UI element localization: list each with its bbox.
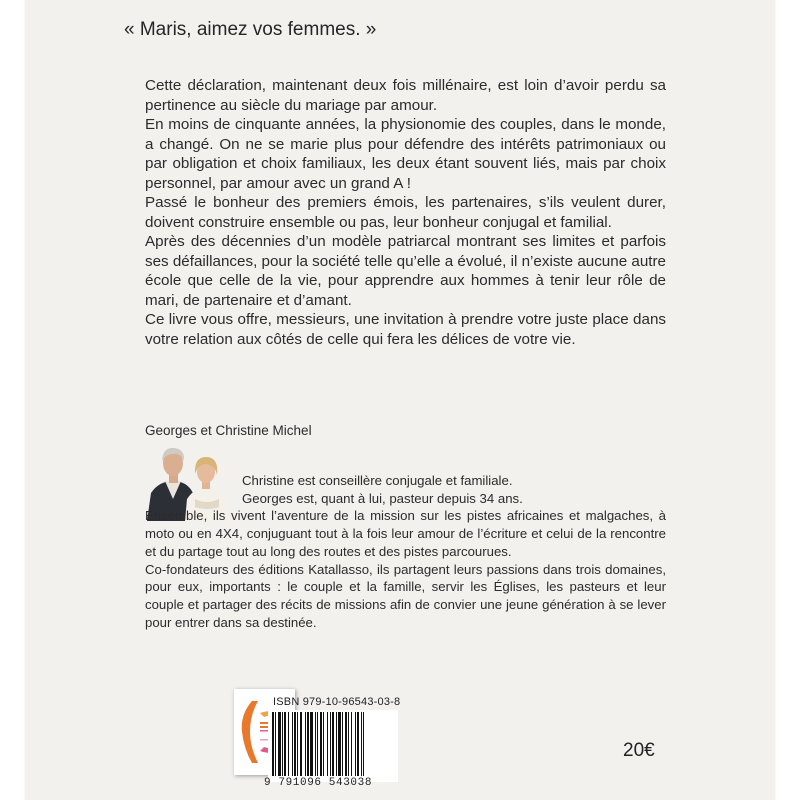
barcode-bar — [275, 712, 276, 776]
barcode-bar — [323, 712, 324, 776]
barcode-bar — [305, 712, 306, 776]
barcode-bar — [355, 712, 356, 776]
barcode-bar — [332, 712, 334, 776]
barcode-bar — [310, 712, 313, 776]
barcode-bar — [307, 712, 309, 776]
barcode-bar — [284, 712, 286, 776]
barcode-bar — [327, 712, 328, 776]
authors-bio — [145, 472, 666, 631]
barcode-bar — [320, 712, 322, 776]
barcode-bar — [342, 712, 343, 776]
barcode-bar — [282, 712, 283, 776]
bio-line: Christine est conseillère conjugale et familiale. — [242, 473, 513, 488]
barcode-bar — [361, 712, 362, 776]
barcode-bar — [357, 712, 359, 776]
intro-paragraph: Après des décennies d’un modèle patriarcal montrant ses limites et parfois ses défaillances, pour la société telle qu’elle a évolué, il n’existe aucune autre école que celle de la vie, pour apprendre aux hommes à tenir leur rôle de mari, de partenaire et d’amant. — [145, 233, 666, 309]
bio-line: Georges est, quant à lui, pasteur depuis 34 ans. — [242, 490, 523, 506]
price: 20€ — [623, 740, 655, 761]
quote-title: « Maris, aimez vos femmes. » — [124, 19, 377, 40]
barcode-bar — [297, 712, 298, 776]
barcode-bar — [288, 712, 289, 776]
barcode-bar — [315, 712, 316, 776]
barcode-bar — [300, 712, 302, 776]
intro-text — [145, 76, 666, 349]
barcode-bar — [330, 712, 331, 776]
barcode-bar — [351, 712, 352, 776]
bio-paragraph: Ensemble, ils vivent l’aventure de la mission sur les pistes africaines et malgaches, à moto ou en 4X4, conjuguant tout à la fois leur amour de l’écriture et celui de la rencontre et du partage tout au long des routes et des pistes parcourues. — [145, 508, 666, 559]
intro-paragraph: En moins de cinquante années, la physionomie des couples, dans le monde, a changé. On ne se marie plus pour défendre des intérêts patrimoniaux ou par obligation et choix familiaux, les deux étant souvent liés, mais par choix personnel, par amour avec un grand A ! — [145, 116, 666, 192]
barcode-icon — [268, 710, 398, 782]
barcode-bar — [272, 712, 274, 776]
intro-paragraph: Ce livre vous offre, messieurs, une invitation à prendre votre juste place dans votre relation aux côtés de celle qui fera les délices de votre vie. — [145, 311, 666, 348]
barcode-bar — [348, 712, 349, 776]
barcode-digits: 9 791096 543038 — [264, 777, 373, 789]
barcode-bar — [338, 712, 341, 776]
barcode-bar — [363, 712, 364, 776]
barcode-bar — [336, 712, 337, 776]
intro-paragraph: Cette déclaration, maintenant deux fois millénaire, est loin d’avoir perdu sa pertinence au siècle du mariage par amour. — [145, 77, 666, 114]
isbn-label: ISBN 979-10-96543-03-8 — [273, 696, 401, 708]
barcode-bar — [278, 712, 281, 776]
authors-name: Georges et Christine Michel — [145, 423, 312, 438]
intro-paragraph: Passé le bonheur des premiers émois, les partenaires, s’ils veulent durer, doivent construire ensemble ou pas, leur bonheur conjugal et familial. — [145, 194, 666, 231]
barcode-bar — [317, 712, 318, 776]
barcode-bar — [292, 712, 293, 776]
barcode-bar — [294, 712, 296, 776]
barcode-bar — [345, 712, 347, 776]
bio-paragraph: Co-fondateurs des éditions Katallasso, ils partagent leurs passions dans trois domaines, pour eux, importants : le couple et la famille, servir les Églises, les pasteurs et leur couple et partager des récits de missions afin de convier une jeune génération à se lever pour entrer dans sa destinée. — [145, 561, 666, 630]
